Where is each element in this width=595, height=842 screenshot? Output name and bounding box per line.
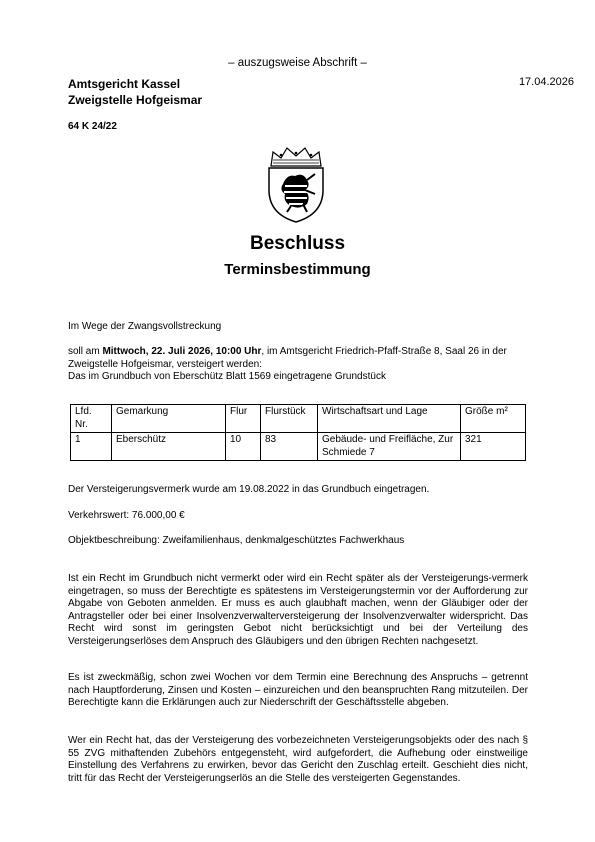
property-description: Das im Grundbuch von Eberschütz Blatt 1569 eingetragene Grundstück <box>68 371 386 382</box>
objektbeschreibung-text: Objektbeschreibung: Zweifamilienhaus, denkmalgeschütztes Fachwerkhaus <box>68 535 405 546</box>
vermerk-text: Der Versteigerungsvermerk wurde am 19.08.2022 in das Grundbuch eingetragen. <box>68 484 430 495</box>
cell-nr: 1 <box>71 433 112 461</box>
cell-flurstueck: 83 <box>261 433 318 461</box>
col-header-lage: Wirtschaftsart und Lage <box>318 405 461 433</box>
hessen-coat-of-arms-icon <box>265 144 327 224</box>
court-line-2: Zweigstelle Hofgeismar <box>68 93 203 107</box>
cell-lage: Gebäude- und Freifläche, Zur Schmiede 7 <box>318 433 461 461</box>
intro-text: Im Wege der Zwangsvollstreckung <box>68 321 222 332</box>
document-note: – auszugsweise Abschrift – <box>228 57 367 69</box>
paragraph-3: Wer ein Recht hat, das der Versteigerung des vorbezeichneten Versteigerungsobjekts oder des nach § 55 ZVG mithaftenden Zubehörs entgegensteht, wird aufgefordert, die Aufhebung oder einstweilige Einstellung des Verfahrens zu erwirken, bevor das Gericht den Zuschlag erteilt. Geschieht dies nicht, tritt für das Recht der Versteigerungserlös an die Stelle des versteigerten Gegenstandes. <box>68 735 528 784</box>
page-title: Beschluss <box>249 233 346 254</box>
cell-flur: 10 <box>226 433 261 461</box>
table-header-row <box>71 405 526 433</box>
col-header-groesse: Größe m² <box>461 405 526 433</box>
file-number: 64 K 24/22 <box>68 121 117 132</box>
paragraph-1: Ist ein Recht im Grundbuch nicht vermerkt oder wird ein Recht später als der Versteigerungs-vermerk eingetragen, so muss der Berechtigte es spätestens im Versteigerungstermin vor der Aufforderung zur Abgabe von Geboten anmelden. Er muss es auch glaubhaft machen, wenn der Gläubiger oder der Antragsteller oder bei einer Insolvenzverwalterversteigerung der Insolvenzverwalter widerspricht. Das Recht wird sonst im geringsten Gebot nicht berücksichtigt und bei der Verteilung des Versteigerungserlöses dem Anspruch des Gläubigers und den übrigen Rechten nachgesetzt. <box>68 573 528 647</box>
col-header-nr: Lfd. Nr. <box>71 405 112 433</box>
document-date: 17.04.2026 <box>518 76 574 88</box>
appointment-location: , im Amtsgericht Friedrich-Pfaff-Straße 8, Saal 26 in der Zweigstelle Hofgeismar, versteigert werden: <box>68 346 507 370</box>
paragraph-2: Es ist zweckmäßig, schon zwei Wochen vor dem Termin eine Berechnung des Anspruchs – getrennt nach Hauptforderung, Zinsen und Kosten – einzureichen und den beanspruchten Rang mitzuteilen. Der Berechtigte kann die Erklärungen auch zur Niederschrift der Geschäftsstelle abgeben. <box>68 672 528 708</box>
col-header-flur: Flur <box>226 405 261 433</box>
table-row <box>71 433 526 461</box>
court-line-1: Amtsgericht Kassel <box>68 77 181 91</box>
appointment-datetime: Mittwoch, 22. Juli 2026, 10:00 Uhr <box>102 346 262 357</box>
appointment-paragraph <box>68 346 528 384</box>
cell-gemarkung: Eberschütz <box>112 433 226 461</box>
parcel-table <box>70 404 526 461</box>
verkehrswert-text: Verkehrswert: 76.000,00 € <box>68 510 185 521</box>
appointment-prefix: soll am <box>68 346 103 357</box>
cell-groesse: 321 <box>461 433 526 461</box>
col-header-gemarkung: Gemarkung <box>112 405 226 433</box>
col-header-flurstueck: Flurstück <box>261 405 318 433</box>
page-subtitle: Terminsbestimmung <box>224 261 371 278</box>
court-name <box>68 76 202 108</box>
